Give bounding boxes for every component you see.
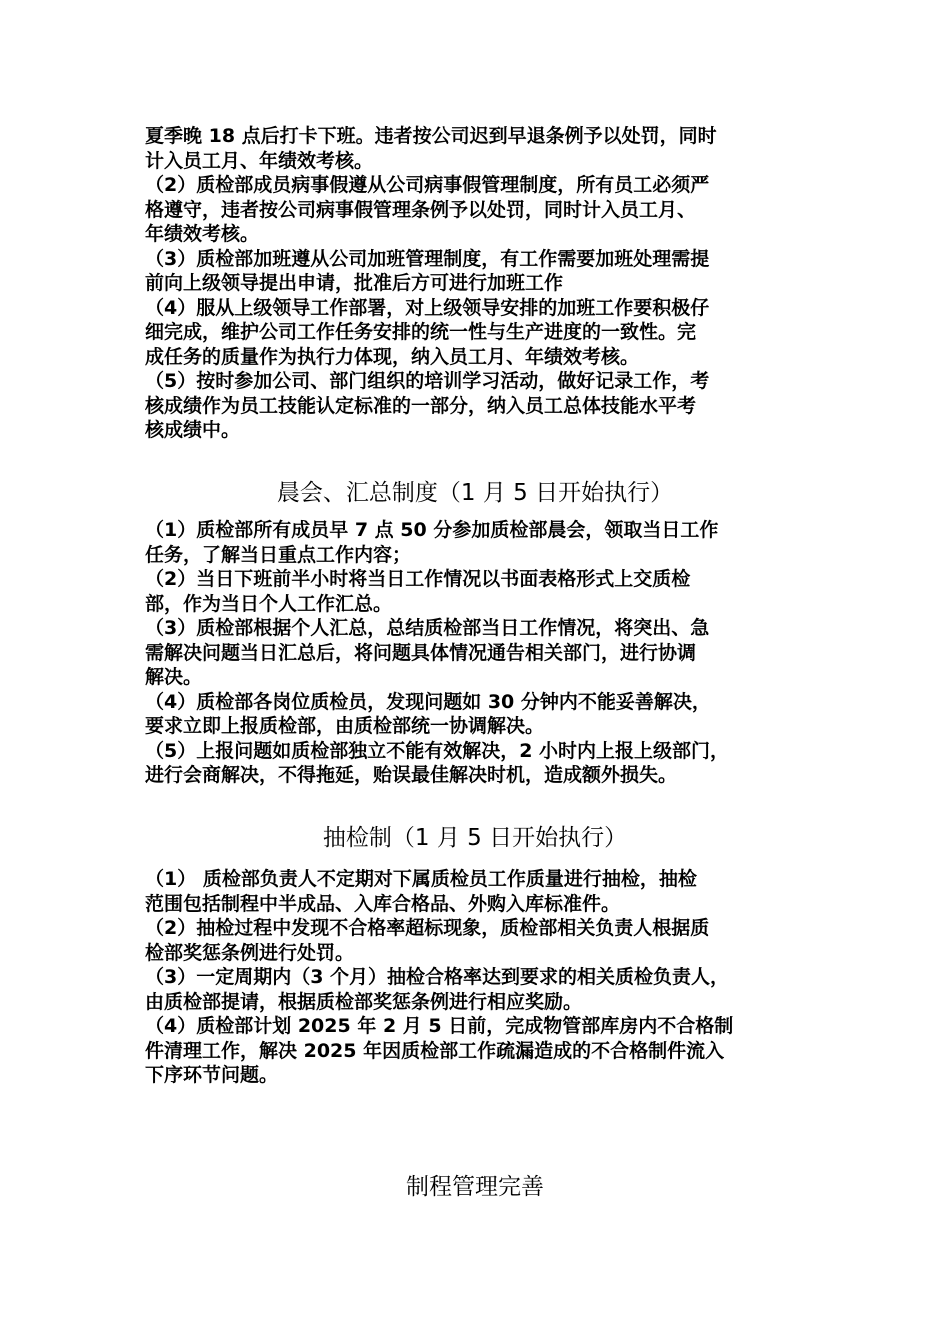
text-line: （3）质检部加班遵从公司加班管理制度，有工作需要加班处理需提 bbox=[145, 247, 710, 270]
text-line: 进行会商解决，不得拖延，贻误最佳解决时机，造成额外损失。 bbox=[145, 764, 678, 786]
text-line: 成任务的质量作为执行力体现，纳入员工月、年绩效考核。 bbox=[145, 345, 640, 368]
attendance-rules-paragraph bbox=[145, 124, 825, 443]
text-line: 范围包括制程中半成品、入库合格品、外购入库标准件。 bbox=[145, 892, 621, 915]
text-line: （3）质检部根据个人汇总，总结质检部当日工作情况，将突出、急 bbox=[145, 617, 710, 639]
text-line: 需解决问题当日汇总后，将问题具体情况通告相关部门，进行协调 bbox=[145, 641, 697, 664]
text-line: 件清理工作，解决 2025 年因质检部工作疏漏造成的不合格制件流入 bbox=[145, 1039, 725, 1062]
text-line: （4）质检部计划 2025 年 2 月 5 日前，完成物管部库房内不合格制 bbox=[145, 1015, 734, 1037]
morning-meeting-heading: 晨会、汇总制度（1 月 5 日开始执行） bbox=[276, 480, 674, 506]
text-line: 由质检部提请，根据质检部奖惩条例进行相应奖励。 bbox=[145, 990, 583, 1013]
text-line: （4）服从上级领导工作部署，对上级领导安排的加班工作要积极仔 bbox=[145, 296, 710, 319]
text-line: （1）质检部所有成员早 7 点 50 分参加质检部晨会，领取当日工作 bbox=[145, 519, 719, 541]
text-line: 格遵守，违者按公司病事假管理条例予以处罚，同时计入员工月、 bbox=[145, 198, 697, 221]
spot-check-heading: 抽检制（1 月 5 日开始执行） bbox=[322, 825, 628, 851]
text-line: 细完成，维护公司工作任务安排的统一性与生产进度的一致性。完 bbox=[145, 321, 697, 343]
text-line: （1） 质检部负责人不定期对下属质检员工作质量进行抽检，抽检 bbox=[145, 868, 697, 890]
text-line: （5）按时参加公司、部门组织的培训学习活动，做好记录工作，考 bbox=[145, 370, 710, 392]
text-line: 任务，了解当日重点工作内容； bbox=[145, 543, 412, 566]
spot-check-rules-paragraph bbox=[145, 867, 825, 1088]
text-line: 前向上级领导提出申请，批准后方可进行加班工作 bbox=[145, 272, 564, 294]
text-line: 核成绩作为员工技能认定标准的一部分，纳入员工总体技能水平考 bbox=[145, 394, 697, 417]
text-line: 年绩效考核。 bbox=[145, 223, 260, 245]
process-management-heading: 制程管理完善 bbox=[406, 1174, 544, 1200]
text-line: 下序环节问题。 bbox=[145, 1064, 279, 1086]
text-line: 检部奖惩条例进行处罚。 bbox=[145, 941, 355, 964]
text-line: （2）当日下班前半小时将当日工作情况以书面表格形式上交质检 bbox=[145, 568, 691, 590]
text-line: 要求立即上报质检部，由质检部统一协调解决。 bbox=[145, 715, 545, 737]
text-line: 解决。 bbox=[145, 666, 203, 688]
morning-meeting-rules-paragraph bbox=[145, 518, 825, 788]
text-line: （4）质检部各岗位质检员，发现问题如 30 分钟内不能妥善解决， bbox=[145, 690, 711, 713]
text-line: 部，作为当日个人工作汇总。 bbox=[145, 592, 393, 615]
text-line: （2）抽检过程中发现不合格率超标现象，质检部相关负责人根据质 bbox=[145, 917, 710, 939]
text-line: 计入员工月、年绩效考核。 bbox=[145, 149, 374, 172]
text-line: 核成绩中。 bbox=[145, 419, 241, 441]
text-line: （2）质检部成员病事假遵从公司病事假管理制度，所有员工必须严 bbox=[145, 174, 710, 196]
text-line: （3）一定周期内（3 个月）抽检合格率达到要求的相关质检负责人， bbox=[145, 966, 730, 988]
text-line: （5）上报问题如质检部独立不能有效解决，2 小时内上报上级部门， bbox=[145, 739, 730, 762]
text-line: 夏季晚 18 点后打卡下班。违者按公司迟到早退条例予以处罚，同时 bbox=[145, 125, 717, 147]
